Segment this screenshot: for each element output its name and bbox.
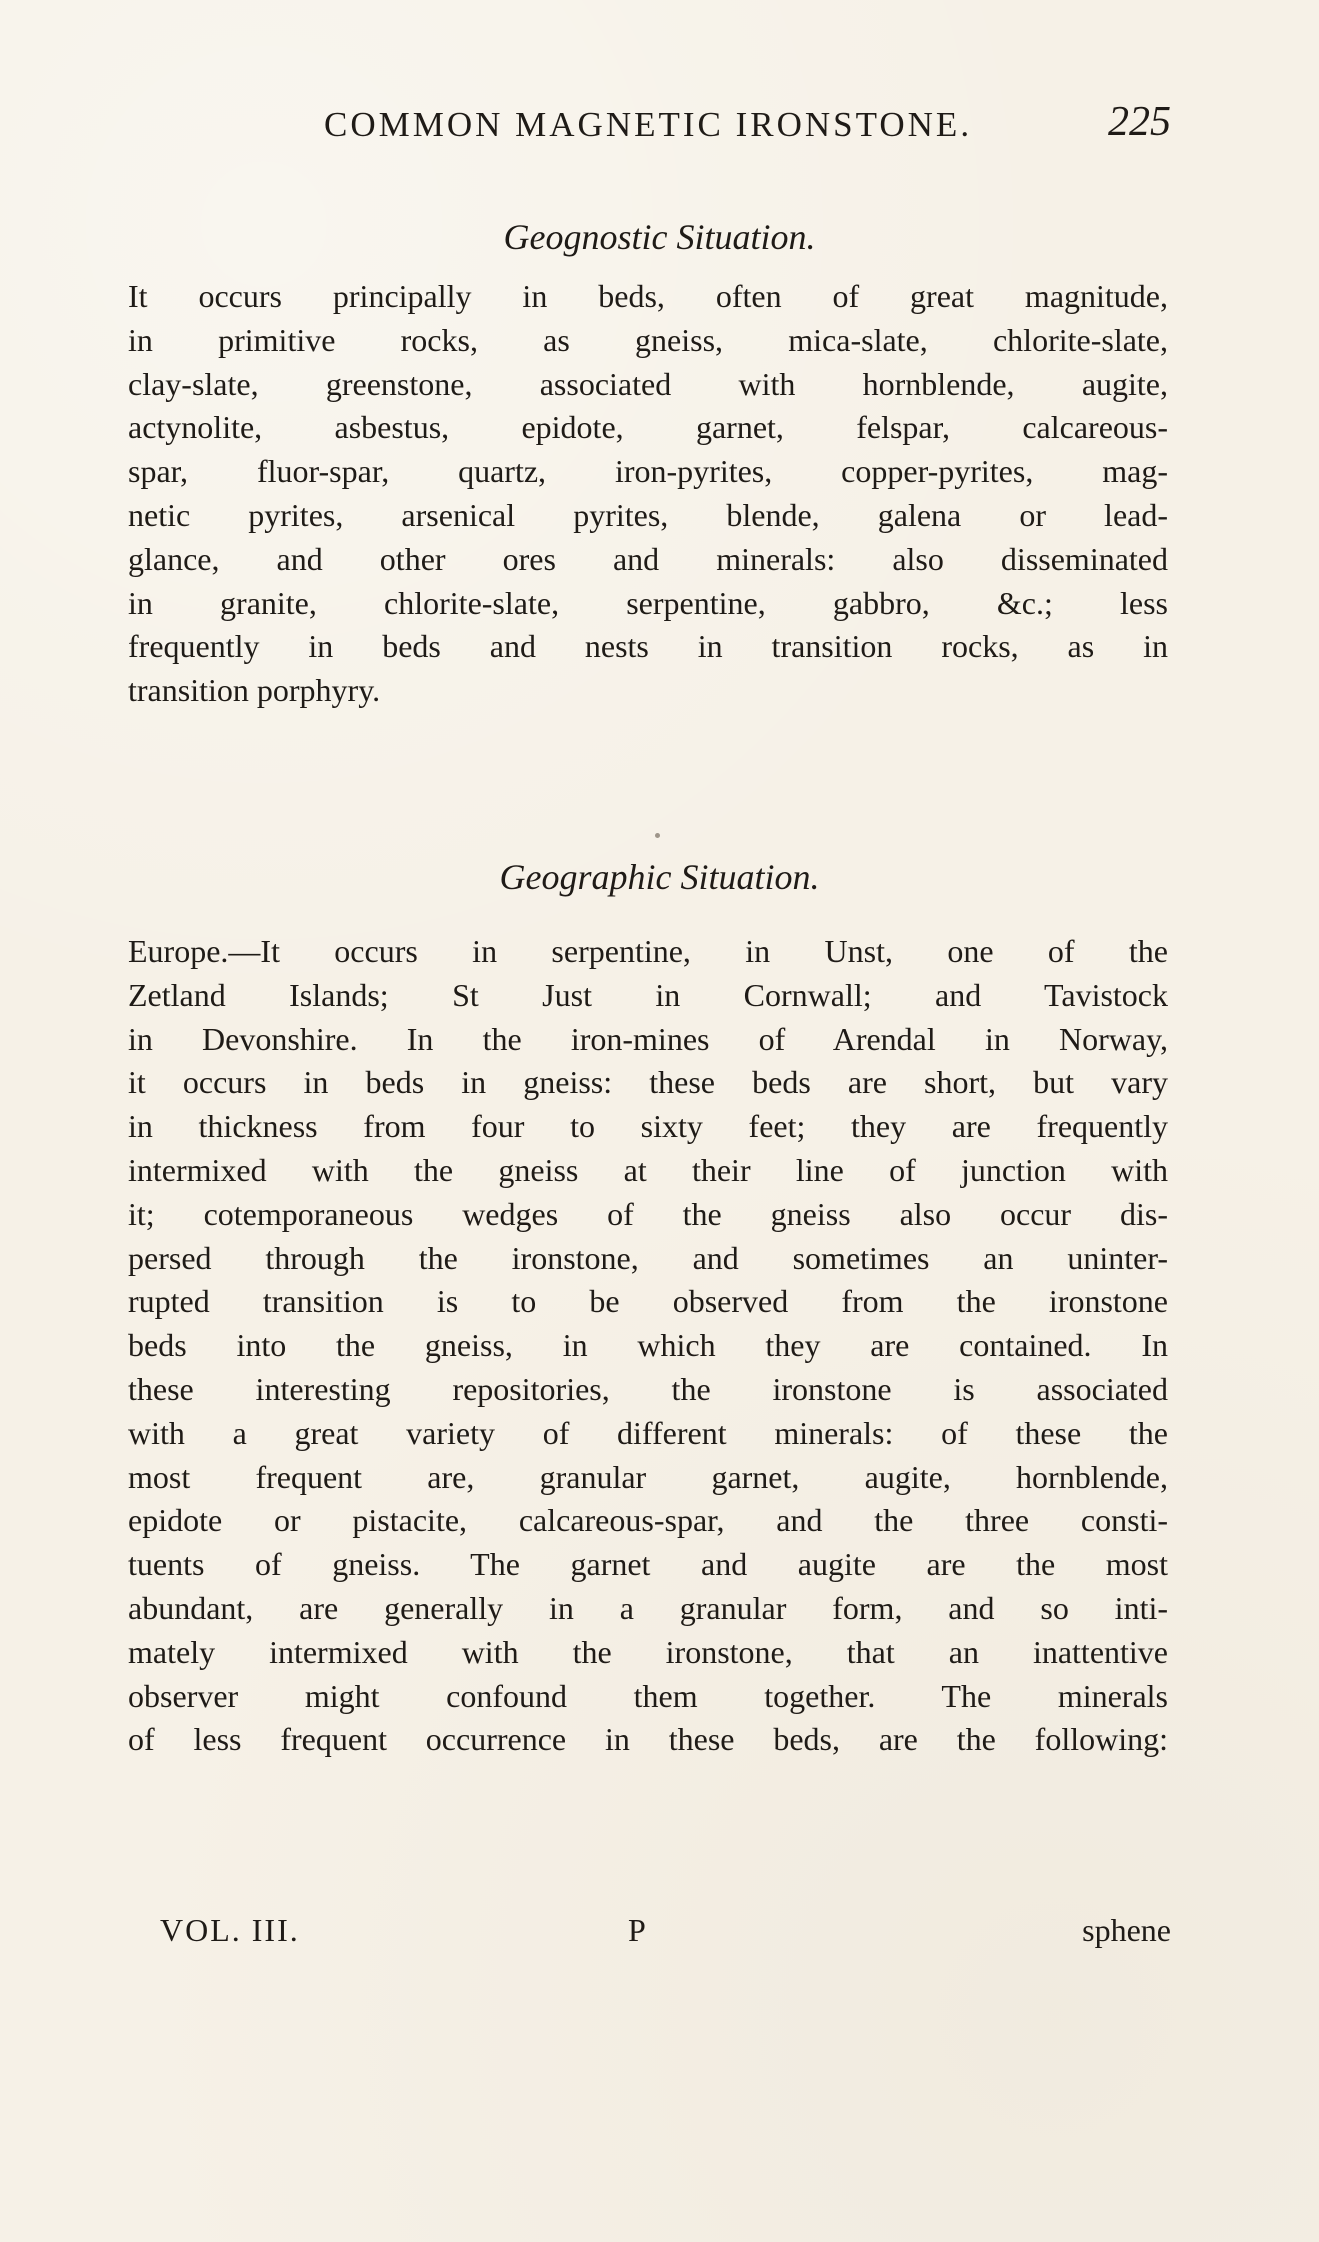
- text-line: It occurs principally in beds, often of great magnitude,: [128, 278, 1168, 314]
- text-line: these interesting repositories, the ironstone is associated: [128, 1370, 1168, 1407]
- text-line: Zetland Islands; St Just in Cornwall; and Tavistock: [128, 976, 1168, 1013]
- ink-speck: [655, 833, 660, 838]
- page-number: 225: [1108, 99, 1171, 145]
- text-line: most frequent are, granular garnet, augite, hornblende,: [128, 1458, 1168, 1495]
- text-line: of less frequent occurrence in these beds, are the following:: [128, 1721, 1168, 1758]
- text-line: observer might confound them together. The minerals: [128, 1677, 1168, 1714]
- text-line: clay-slate, greenstone, associated with hornblende, augite,: [128, 365, 1168, 402]
- text-line: Europe.—It occurs in serpentine, in Unst, one of the: [128, 933, 1168, 969]
- text-line: abundant, are generally in a granular form, and so inti-: [128, 1589, 1168, 1626]
- text-line: transition porphyry.: [128, 672, 381, 709]
- text-line: in primitive rocks, as gneiss, mica-slate, chlorite-slate,: [128, 321, 1168, 358]
- paragraph-geognostic: [128, 275, 1168, 713]
- text-line: with a great variety of different minerals: of these the: [128, 1414, 1168, 1451]
- running-header: [0, 99, 1319, 145]
- text-line: rupted transition is to be observed from the ironstone: [128, 1283, 1168, 1320]
- text-line: it; cotemporaneous wedges of the gneiss also occur dis-: [128, 1195, 1168, 1232]
- text-line: tuents of gneiss. The garnet and augite are the most: [128, 1546, 1168, 1583]
- volume-label: VOL. III.: [160, 1912, 300, 1948]
- page-footer: [0, 1910, 1319, 1950]
- section-heading-geognostic: Geognostic Situation.: [503, 217, 816, 257]
- catchword: sphene: [1082, 1912, 1171, 1948]
- running-title: COMMON MAGNETIC IRONSTONE.: [324, 105, 973, 144]
- text-line: netic pyrites, arsenical pyrites, blende, galena or lead-: [128, 496, 1168, 533]
- text-line: mately intermixed with the ironstone, that an inattentive: [128, 1633, 1168, 1670]
- signature-mark: P: [628, 1912, 646, 1948]
- text-line: frequently in beds and nests in transition rocks, as in: [128, 628, 1168, 665]
- text-line: persed through the ironstone, and sometimes an uninter-: [128, 1239, 1168, 1276]
- text-line: actynolite, asbestus, epidote, garnet, felspar, calcareous-: [128, 409, 1168, 446]
- text-line: beds into the gneiss, in which they are contained. In: [128, 1327, 1168, 1364]
- text-line: in Devonshire. In the iron-mines of Arendal in Norway,: [128, 1020, 1168, 1057]
- text-line: intermixed with the gneiss at their line of junction with: [128, 1151, 1168, 1188]
- text-line: epidote or pistacite, calcareous-spar, and the three consti-: [128, 1502, 1168, 1539]
- paragraph-geographic: [128, 930, 1168, 1762]
- text-line: in granite, chlorite-slate, serpentine, gabbro, &c.; less: [128, 584, 1168, 621]
- text-line: glance, and other ores and minerals: also disseminated: [128, 540, 1168, 577]
- text-line: in thickness from four to sixty feet; they are frequently: [128, 1108, 1168, 1145]
- section-heading-geographic: Geographic Situation.: [499, 857, 820, 897]
- text-line: it occurs in beds in gneiss: these beds are short, but vary: [128, 1064, 1168, 1101]
- text-line: spar, fluor-spar, quartz, iron-pyrites, copper-pyrites, mag-: [128, 453, 1168, 490]
